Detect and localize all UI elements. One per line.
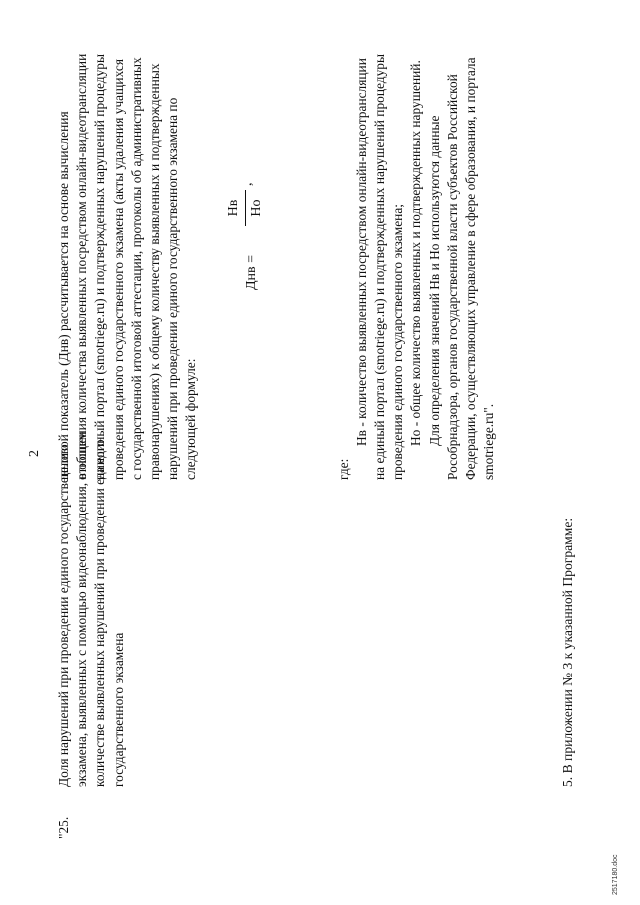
formula-lhs: Днв = (243, 254, 259, 290)
formula-comma: , (239, 182, 255, 186)
definition-no: Но - общее количество выявленных и подтвержденных нарушений. (408, 60, 424, 446)
item-5-heading: 5. В приложении № 3 к указанной Программе: (560, 517, 575, 787)
formula-denominator: Но (248, 199, 264, 217)
item-number: "25. (56, 816, 71, 839)
indicator-method-column (55, 50, 498, 480)
doc-footer: 2517180.doc (612, 854, 619, 895)
where-label: где: (335, 458, 351, 480)
method-intro: целевой показатель (Днв) рассчитывается на основе вычисления отношения количества выявленных посредством онлайн-видеотрансляции на единый портал (smotriege.ru) и подтвержденных нарушений процедуры проведения единого государственного экзамена (акты удаления учащихся с государственной итоговой аттестации, протоколы об административных правонарушениях) к общему количеству выявленных и подтвержденных нарушений при проведении единого государственного экзамена по следующей формуле: (56, 53, 199, 480)
indicator-name-text: Доля нарушений при проведении единого государственного экзамена, выявленных с помощью видеонаблюдения, в общем количестве выявленных нарушений при проведении единого государственного экзамена (56, 431, 126, 787)
data-sources: Для определения значений Нв и Но используются данные Рособрнадзора, органов государственной власти субъектов Российской Федерации, осуществляющих управление в сфере образования, и портала smotriege.ru". (426, 57, 497, 480)
definition-nv: Нв - количество выявленных посредством онлайн-видеотрансляции на единый портал (smotriege.ru) и подтвержденных нарушений процедуры проведения единого государственного экзамена; (353, 54, 406, 480)
page-number: 2 (27, 450, 42, 457)
formula (225, 50, 285, 290)
formula-numerator: Нв (225, 190, 246, 226)
formula-fraction (225, 190, 266, 226)
